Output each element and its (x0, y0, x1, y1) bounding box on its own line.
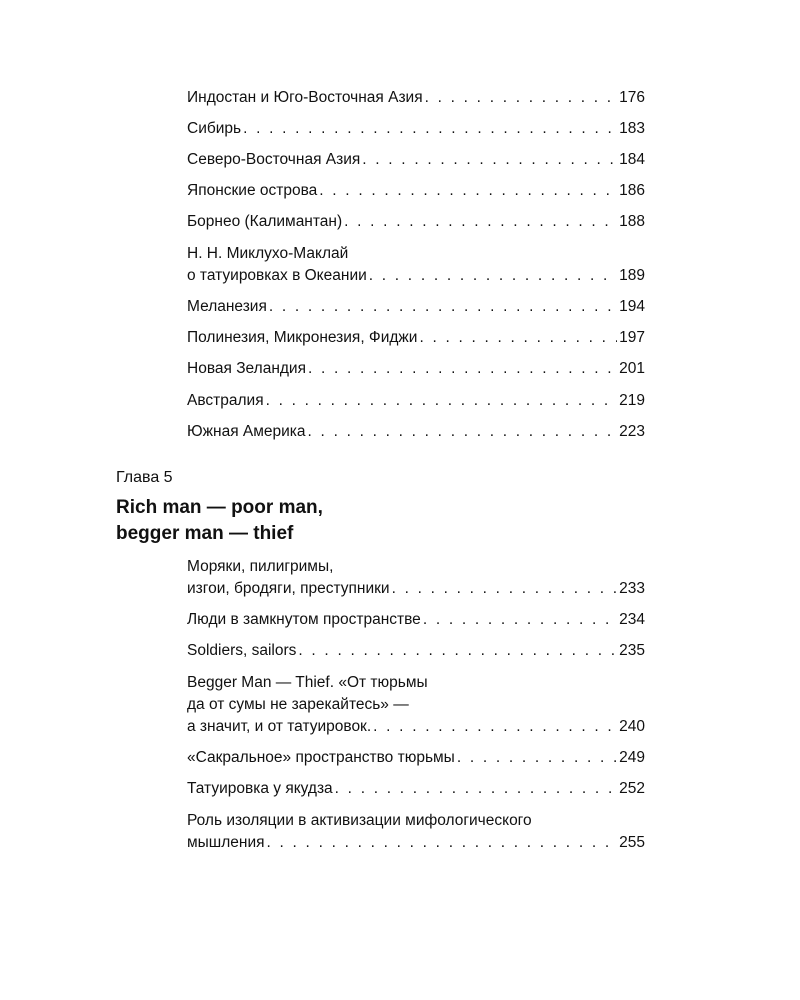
toc-entry (187, 556, 645, 600)
dot-leader (335, 778, 617, 800)
toc-entry (187, 421, 645, 443)
chapter-title-line: begger man — thief (116, 523, 294, 544)
page-number: 252 (619, 780, 645, 797)
entry-title: Меланезия (187, 298, 267, 315)
toc-entry (187, 640, 645, 662)
dot-leader (362, 149, 617, 171)
toc-entry (187, 243, 645, 287)
entry-title: Полинезия, Микронезия, Фиджи (187, 329, 418, 346)
toc-entry (187, 358, 645, 380)
toc-entry (187, 149, 645, 171)
dot-leader (269, 296, 617, 318)
toc-entry (187, 390, 645, 412)
entry-title-line: да от сумы не зарекайтесь» — (187, 696, 409, 713)
entry-title: Люди в замкнутом пространстве (187, 611, 421, 628)
entry-title-line: Моряки, пилигримы, (187, 558, 334, 575)
page-number: 183 (619, 120, 645, 137)
dot-leader (267, 832, 618, 854)
page-number: 235 (619, 642, 645, 659)
dot-leader (392, 578, 618, 600)
entry-title: изгои, бродяги, преступники (187, 580, 390, 597)
entry-title: Южная Америка (187, 423, 306, 440)
page-number: 176 (619, 89, 645, 106)
toc-entry (187, 118, 645, 140)
toc-entry (187, 87, 645, 109)
page-number: 233 (619, 580, 645, 597)
chapter-title-line: Rich man — poor man, (116, 497, 323, 518)
dot-leader (344, 211, 617, 233)
dot-leader (369, 265, 617, 287)
entry-title: о татуировках в Океании (187, 267, 367, 284)
page-number: 219 (619, 392, 645, 409)
entry-title-line: Begger Man — Thief. «От тюрьмы (187, 674, 428, 691)
page-number: 223 (619, 423, 645, 440)
dot-leader (319, 180, 617, 202)
page-number: 234 (619, 611, 645, 628)
dot-leader (373, 716, 617, 738)
dot-leader (298, 640, 617, 662)
page-number: 188 (619, 213, 645, 230)
dot-leader (243, 118, 617, 140)
entry-title: Борнео (Калимантан) (187, 213, 343, 230)
toc-entry (187, 810, 645, 854)
entry-title: «Сакральное» пространство тюрьмы (187, 749, 455, 766)
page-number: 184 (619, 151, 645, 168)
toc-entry (187, 778, 645, 800)
toc-entry (187, 327, 645, 349)
toc-entry (187, 180, 645, 202)
entry-title: Сибирь (187, 120, 242, 137)
page-number: 249 (619, 749, 645, 766)
page-number: 201 (619, 360, 645, 377)
entry-title-line: Роль изоляции в активизации мифологического (187, 812, 532, 829)
page-number: 186 (619, 182, 645, 199)
dot-leader (425, 87, 618, 109)
chapter-title (116, 495, 323, 547)
page-number: 240 (619, 718, 645, 735)
dot-leader (308, 421, 618, 443)
dot-leader (419, 327, 617, 349)
entry-title: Новая Зеландия (187, 360, 306, 377)
toc-entry (187, 296, 645, 318)
dot-leader (308, 358, 617, 380)
page-number: 197 (619, 329, 645, 346)
entry-title: Северо-Восточная Азия (187, 151, 361, 168)
entry-title: Soldiers, sailors (187, 642, 297, 659)
toc-entry (187, 672, 645, 738)
dot-leader (423, 609, 617, 631)
dot-leader (457, 747, 617, 769)
entry-title: Индостан и Юго-Восточная Азия (187, 89, 423, 106)
entry-title-line: Н. Н. Миклухо-Маклай (187, 245, 349, 262)
entry-title: мышления (187, 834, 265, 851)
toc-entry (187, 747, 645, 769)
entry-title: Японские острова (187, 182, 318, 199)
page-number: 189 (619, 267, 645, 284)
entry-title: а значит, и от татуировок. (187, 718, 372, 735)
page-number: 255 (619, 834, 645, 851)
page-number: 194 (619, 298, 645, 315)
entry-title: Австралия (187, 392, 264, 409)
chapter-label: Глава 5 (116, 469, 173, 486)
entry-title: Татуировка у якудза (187, 780, 333, 797)
toc-entry (187, 609, 645, 631)
dot-leader (266, 390, 618, 412)
toc-entry (187, 211, 645, 233)
